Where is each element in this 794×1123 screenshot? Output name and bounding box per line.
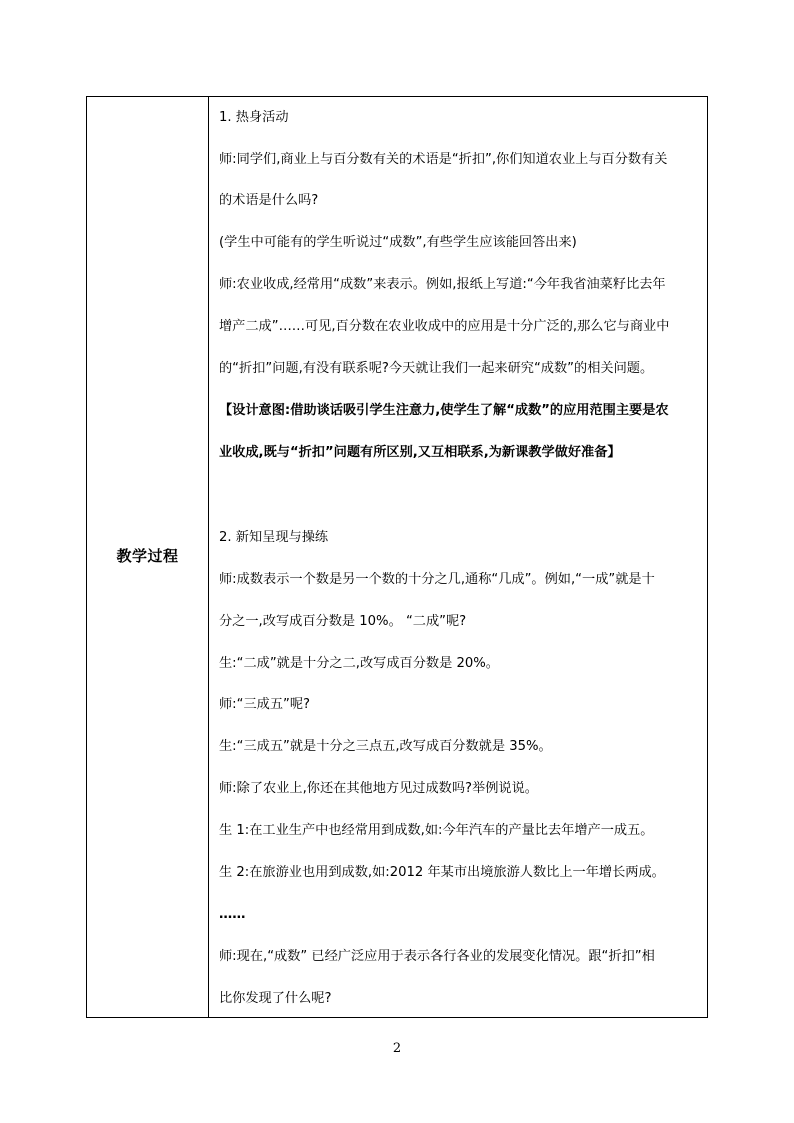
paragraph-line: 分之一,改写成百分数是 10%。 “二成”呢? bbox=[219, 614, 467, 629]
paragraph-line: 的术语是什么吗? bbox=[219, 193, 319, 208]
design-intent-line: 业收成,既与“折扣”问题有所区别,又互相联系,为新课教学做好准备】 bbox=[219, 445, 621, 460]
lesson-plan-table bbox=[86, 96, 708, 1018]
section-heading-warmup: 1. 热身活动 bbox=[219, 110, 289, 125]
paragraph-line: 的“折扣”问题,有没有联系呢?今天就让我们一起来研究“成数”的相关问题。 bbox=[219, 361, 654, 376]
section-heading-new-knowledge: 2. 新知呈现与操练 bbox=[219, 530, 329, 545]
paragraph-line: 师:农业收成,经常用“成数”来表示。例如,报纸上写道:“今年我省油菜籽比去年 bbox=[219, 277, 666, 292]
paragraph-line: 师:“三成五”呢? bbox=[219, 697, 311, 712]
paragraph-line: 比你发现了什么呢? bbox=[219, 991, 332, 1006]
paragraph-line: 生:“二成”就是十分之二,改写成百分数是 20%。 bbox=[219, 656, 499, 671]
paragraph-line: 师:现在,“成数” 已经广泛应用于表示各行各业的发展变化情况。跟“折扣”相 bbox=[219, 949, 655, 964]
row-label: 教学过程 bbox=[116, 546, 179, 565]
paragraph-line: 生 2:在旅游业也用到成数,如:2012 年某市出境旅游人数比上一年增长两成。 bbox=[219, 865, 665, 880]
paragraph-line: 师:成数表示一个数是另一个数的十分之几,通称“几成”。例如,“一成”就是十 bbox=[219, 572, 655, 587]
paragraph-line: 生:“三成五”就是十分之三点五,改写成百分数就是 35%。 bbox=[219, 739, 552, 754]
paragraph-line: 师:同学们,商业上与百分数有关的术语是“折扣”,你们知道农业上与百分数有关 bbox=[219, 152, 668, 167]
paragraph-line: (学生中可能有的学生听说过“成数”,有些学生应该能回答出来) bbox=[219, 235, 577, 250]
ellipsis-line: …… bbox=[219, 907, 246, 922]
page-number: 2 bbox=[392, 1041, 402, 1056]
paragraph-line: 增产二成”……可见,百分数在农业收成中的应用是十分广泛的,那么它与商业中 bbox=[219, 319, 670, 334]
row-label-cell bbox=[87, 97, 209, 1017]
design-intent-line: 【设计意图:借助谈话吸引学生注意力,使学生了解“成数”的应用范围主要是农 bbox=[219, 403, 669, 418]
paragraph-line: 生 1:在工业生产中也经常用到成数,如:今年汽车的产量比去年增产一成五。 bbox=[219, 823, 654, 838]
paragraph-line: 师:除了农业上,你还在其他地方见过成数吗?举例说说。 bbox=[219, 781, 538, 796]
content-cell bbox=[209, 97, 707, 1017]
